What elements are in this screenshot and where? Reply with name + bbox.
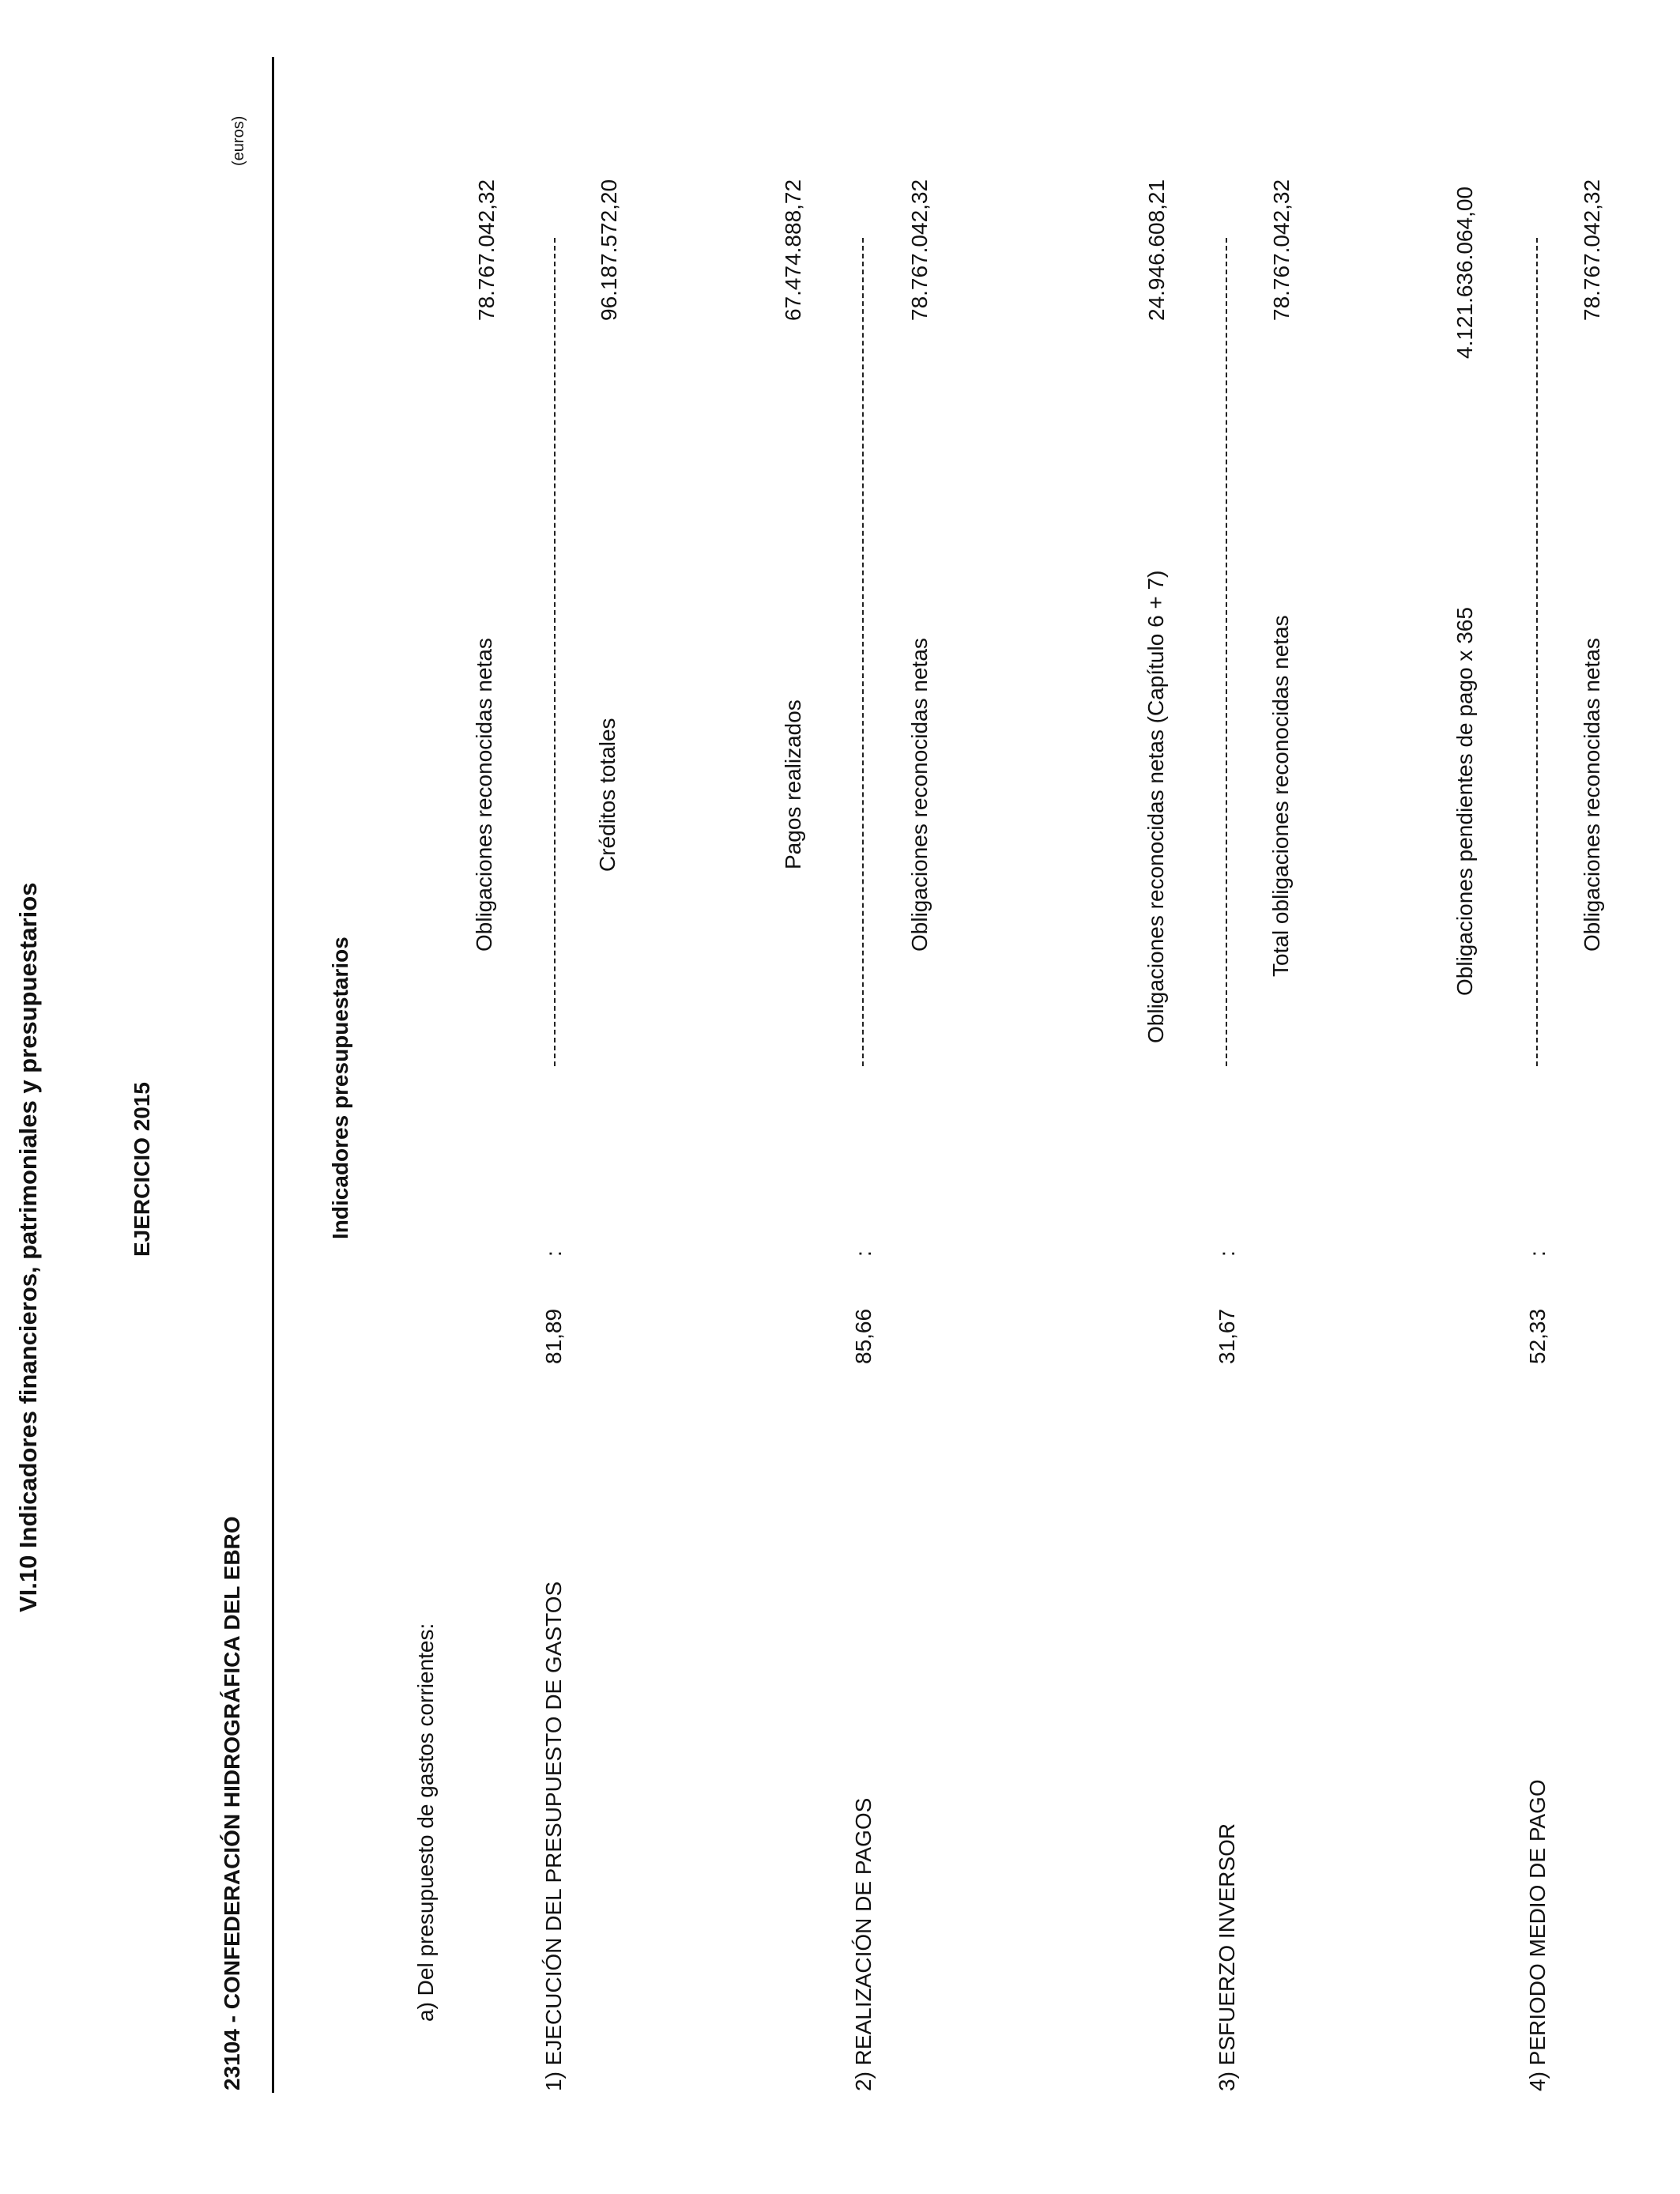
indicator-colon: : bbox=[851, 1250, 876, 1257]
numerator-value: 78.767.042,32 bbox=[474, 179, 499, 321]
fraction-line bbox=[554, 238, 556, 1066]
section-title: Indicadores presupuestarios bbox=[328, 937, 352, 1239]
numerator-value: 67.474.888,72 bbox=[781, 179, 805, 321]
denominator-value: 78.767.042,32 bbox=[1580, 179, 1604, 321]
indicator-name: 1) EJECUCIÓN DEL PRESUPUESTO DE GASTOS bbox=[541, 1581, 566, 2091]
denominator-value: 96.187.572,20 bbox=[597, 179, 621, 321]
denominator-value: 78.767.042,32 bbox=[907, 179, 932, 321]
indicator-name: 4) PERIODO MEDIO DE PAGO bbox=[1525, 1779, 1550, 2091]
denominator-label: Obligaciones reconocidas netas bbox=[1580, 638, 1604, 952]
fraction-line bbox=[1536, 238, 1538, 1066]
numerator-value: 4.121.636.064,00 bbox=[1452, 187, 1477, 359]
indicator-value: 31,67 bbox=[1215, 1308, 1239, 1364]
indicator-value: 81,89 bbox=[541, 1308, 566, 1364]
indicator-colon: : bbox=[1525, 1250, 1550, 1257]
fraction-line bbox=[1226, 238, 1227, 1066]
denominator-value: 78.767.042,32 bbox=[1269, 179, 1294, 321]
entity-name: 23104 - CONFEDERACIÓN HIDROGRÁFICA DEL EBRO bbox=[220, 1516, 244, 2090]
numerator-label: Pagos realizados bbox=[781, 699, 805, 869]
indicator-value: 52,33 bbox=[1525, 1308, 1550, 1364]
indicator-colon: : bbox=[1215, 1250, 1239, 1257]
subsection-label: a) Del presupuesto de gastos corrientes: bbox=[413, 1623, 438, 2022]
denominator-label: Créditos totales bbox=[595, 718, 620, 872]
page-title: VI.10 Indicadores financieros, patrimoniales y presupuestarios bbox=[14, 882, 42, 1612]
numerator-label: Obligaciones reconocidas netas (Capítulo 6 + 7) bbox=[1143, 570, 1168, 1043]
indicator-name: 3) ESFUERZO INVERSOR bbox=[1215, 1823, 1239, 2091]
indicator-name: 2) REALIZACIÓN DE PAGOS bbox=[851, 1797, 876, 2091]
unit-label: (euros) bbox=[230, 115, 247, 166]
numerator-value: 24.946.608,21 bbox=[1144, 179, 1169, 321]
exercise-label: EJERCICIO 2015 bbox=[130, 1082, 154, 1257]
header-rule bbox=[272, 57, 274, 2093]
indicator-colon: : bbox=[541, 1250, 566, 1257]
fraction-line bbox=[862, 238, 864, 1066]
numerator-label: Obligaciones reconocidas netas bbox=[472, 638, 496, 952]
indicator-value: 85,66 bbox=[851, 1308, 876, 1364]
denominator-label: Total obligaciones reconocidas netas bbox=[1268, 615, 1293, 977]
denominator-label: Obligaciones reconocidas netas bbox=[907, 638, 932, 952]
numerator-label: Obligaciones pendientes de pago x 365 bbox=[1452, 607, 1477, 996]
